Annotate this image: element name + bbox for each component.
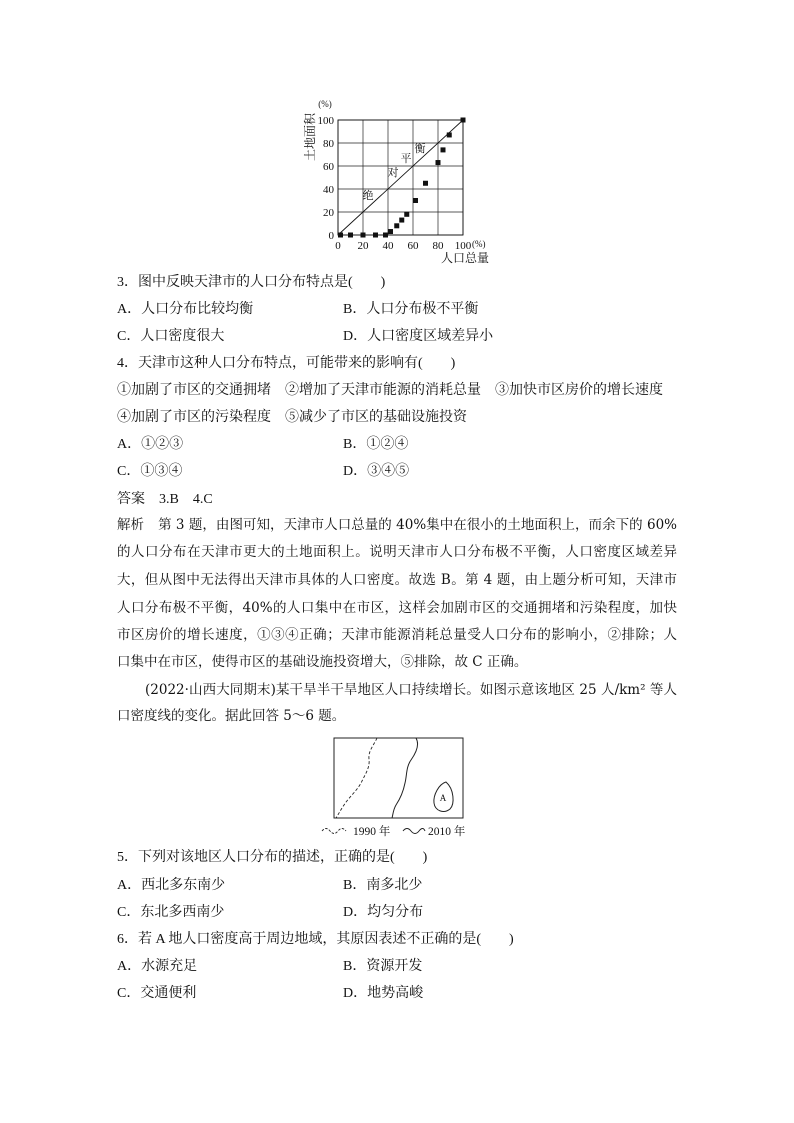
data-point [461, 118, 466, 123]
explanation-line-6: 口集中在市区，使得市区的基础设施投资增大，⑤排除，故 C 正确。 [117, 654, 528, 670]
question-5-option-a: A．西北多东南少 [117, 878, 226, 893]
question-5-option-b: B．南多北少 [343, 878, 423, 893]
explanation-line-4: 人口分布极不平衡，40%的人口集中在市区，这样会加剧市区的交通拥堵和污染程度，加快 [117, 600, 677, 616]
data-point [447, 132, 452, 137]
y-tick-label: 20 [323, 207, 334, 219]
y-tick-label: 60 [323, 161, 334, 173]
x-tick-label: 60 [407, 240, 419, 252]
question-6-option-d: D．地势高峻 [343, 986, 424, 1001]
y-tick-label: 40 [323, 184, 334, 196]
statement-5: ⑤减少了市区的基础设施投资 [285, 410, 467, 425]
question-3-option-c: C．人口密度很大 [117, 329, 225, 344]
population-density-map [316, 733, 476, 839]
area-a-label: A [439, 793, 447, 803]
question-4-option-d: D．③④⑤ [343, 464, 410, 479]
question-4-statements-row-2 [117, 408, 467, 428]
question-4-option-a: A．①②③ [117, 437, 184, 452]
x-tick-label: 0 [335, 240, 341, 252]
explanation-line-1 [117, 515, 677, 535]
statement-3: ③加快市区房价的增长速度 [495, 383, 663, 398]
statement-4: ④加剧了市区的污染程度 [117, 410, 271, 425]
question-6-option-a: A．水源充足 [117, 959, 198, 974]
annotation-char-1: 绝 [362, 190, 374, 202]
x-tick-label: 100 [454, 240, 472, 252]
legend-1990-symbol [322, 829, 346, 834]
legend-2010-label: 2010 年 [428, 826, 466, 838]
x-axis-unit: (%) [472, 239, 486, 249]
question-3-option-d: D．人口密度区域差异小 [343, 329, 494, 344]
x-tick-label: 80 [432, 240, 444, 252]
question-4-statements-row-1 [117, 381, 663, 401]
legend-1990-label: 1990 年 [353, 826, 391, 838]
question-3-option-a: A．人口分布比较均衡 [117, 302, 254, 317]
data-point [361, 233, 366, 238]
intro-line-1: (2022·山西大同期末)某干旱半干旱地区人口持续增长。如图示意该地区 25 人/km² 等人 [145, 682, 677, 698]
explanation-line-2: 的人口分布在天津市更大的土地面积上。说明天津市人口分布极不平衡，人口密度区域差异 [117, 544, 677, 560]
data-point [338, 233, 343, 238]
data-point [441, 147, 446, 152]
data-point [373, 233, 378, 238]
annotation-char-4: 衡 [414, 143, 426, 155]
annotation-char-3: 平 [400, 153, 412, 165]
question-6-option-c: C．交通便利 [117, 986, 197, 1001]
x-tick-label: 40 [382, 240, 394, 252]
data-point [348, 233, 353, 238]
y-tick-label: 100 [317, 115, 334, 127]
data-point [404, 212, 409, 217]
y-tick-label: 0 [328, 230, 334, 242]
statement-2: ②增加了天津市能源的消耗总量 [285, 383, 481, 398]
y-tick-label: 80 [323, 138, 334, 150]
data-point [388, 229, 393, 234]
x-tick-label: 20 [357, 240, 369, 252]
question-3-option-b: B．人口分布极不平衡 [343, 302, 479, 317]
map-frame [334, 738, 463, 818]
statement-1: ①加剧了市区的交通拥堵 [117, 383, 271, 398]
question-4-option-b: B．①②④ [343, 437, 409, 452]
data-point [423, 181, 428, 186]
data-point [413, 198, 418, 203]
explanation-line-5: 市区房价的增长速度，①③④正确；天津市能源消耗总量受人口分布的影响小，②排除；人 [117, 627, 677, 643]
y-axis-title: 土地面积 [303, 112, 317, 162]
data-point [383, 233, 388, 238]
intro-line-2: 口密度线的变化。据此回答 5～6 题。 [117, 708, 346, 724]
question-3-stem: 3．图中反映天津市的人口分布特点是( ) [117, 275, 386, 290]
data-point [436, 160, 441, 165]
question-4-stem: 4．天津市这种人口分布特点，可能带来的影响有( ) [117, 356, 456, 371]
isoline-1990 [336, 738, 377, 818]
population-land-chart [300, 96, 500, 268]
question-6-option-b: B．资源开发 [343, 959, 423, 974]
answer-line [117, 490, 213, 510]
annotation-char-2: 对 [387, 167, 399, 179]
question-5-stem: 5．下列对该地区人口分布的描述，正确的是( ) [117, 850, 428, 865]
explanation-text-1: 第 3 题，由图可知，天津市人口总量的 40%集中在很小的土地面积上，而余下的 60% [158, 517, 678, 533]
question-5-option-c: C．东北多西南少 [117, 905, 225, 920]
answer-label: 答案 [117, 492, 145, 507]
y-axis-unit: (%) [318, 99, 332, 109]
isoline-2010 [392, 738, 418, 818]
data-point [394, 223, 399, 228]
answer-text: 3.B 4.C [159, 492, 213, 507]
legend-2010-symbol [403, 829, 425, 834]
x-axis-title: 人口总量 [440, 251, 490, 265]
question-6-stem: 6．若 A 地人口密度高于周边地域，其原因表述不正确的是( ) [117, 932, 514, 947]
question-5-option-d: D．均匀分布 [343, 905, 424, 920]
explanation-line-3: 大，但从图中无法得出天津市具体的人口密度。故选 B。第 4 题，由上题分析可知，天津市 [117, 572, 677, 588]
data-point [399, 218, 404, 223]
question-4-option-c: C．①③④ [117, 464, 183, 479]
explanation-label: 解析 [117, 517, 145, 533]
chart-marks [338, 118, 466, 238]
